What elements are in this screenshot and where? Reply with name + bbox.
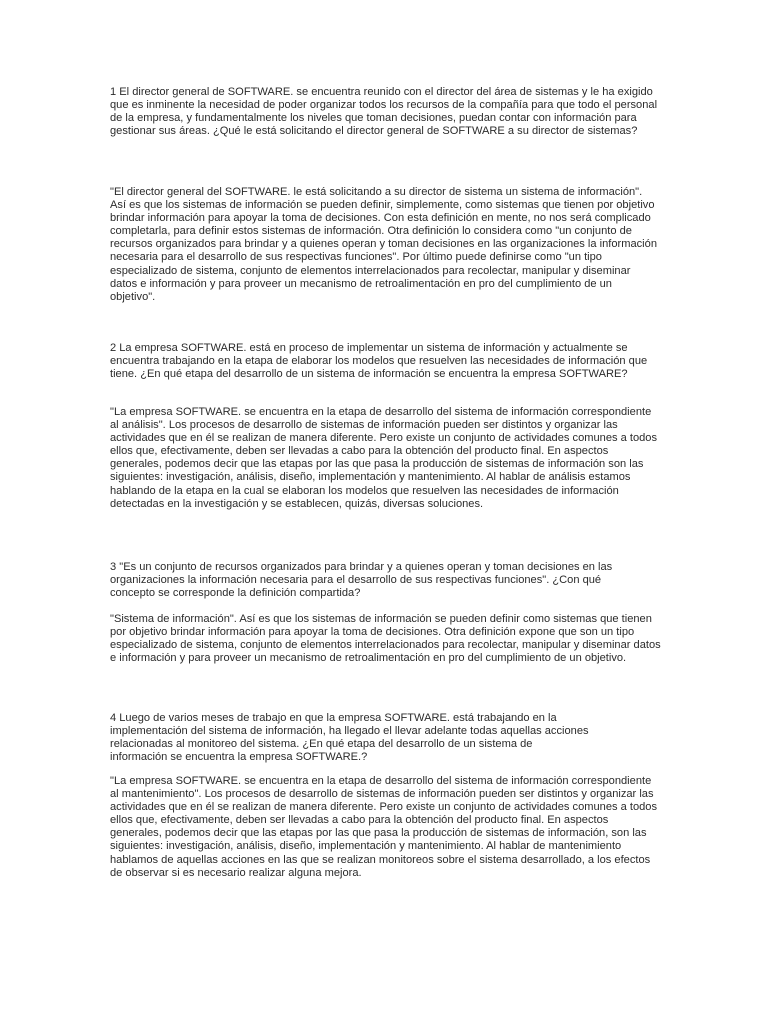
question-4: 4 Luego de varios meses de trabajo en que la empresa SOFTWARE. está trabajando en la implementación del sistema de información, ha llegado el llevar adelante todas aquellas acciones relacionadas al monitoreo del sistema. ¿En qué etapa del desarrollo de un sistema de información se encuentra la empresa SOFTWARE.? xyxy=(110,712,589,764)
question-3: 3 "Es un conjunto de recursos organizados para brindar y a quienes operan y toman decisiones en las organizaciones la información necesaria para el desarrollo de sus respectivas funciones". ¿Con qué concepto se corresponde la definición compartida? xyxy=(110,561,613,600)
answer-3: "Sistema de información". Así es que los sistemas de información se pueden definir como sistemas que tienen por objetivo brindar información para apoyar la toma de decisiones. Otra definición expone que son un tipo especializado de sistema, conjunto de elementos interrelacionados para recolectar, manipular y diseminar datos e información y para proveer un mecanismo de retroalimentación en pro del cumplimiento de un objetivo. xyxy=(110,613,661,665)
question-1: 1 El director general de SOFTWARE. se encuentra reunido con el director del área de sistemas y le ha exigido que es inminente la necesidad de poder organizar todos los recursos de la compañía para que todo el personal de la empresa, y fundamentalmente los niveles que toman decisiones, puedan contar con información para gestionar sus áreas. ¿Qué le está solicitando el director general de SOFTWARE a su director de sistemas? xyxy=(110,86,658,138)
answer-2: "La empresa SOFTWARE. se encuentra en la etapa de desarrollo del sistema de información correspondiente al análisis". Los procesos de desarrollo de sistemas de información pueden ser distintos y organizar las actividades que en él se realizan de manera diferente. Pero existe un conjunto de actividades comunes a todos ellos que, efectivamente, deben ser llevadas a cabo para la obtención del producto final. En aspectos generales, podemos decir que las etapas por las que pasa la producción de sistemas de información son las siguientes: investigación, análisis, diseño, implementación y mantenimiento. Al hablar de análisis estamos hablando de la etapa en la cual se elaboran los modelos que resuelven las necesidades de información detectadas en la investigación y se establecen, quizás, diversas soluciones. xyxy=(110,406,658,510)
answer-1: "El director general del SOFTWARE. le está solicitando a su director de sistema un sistema de información". Así es que los sistemas de información se pueden definir, simplemente, como sistemas que tienen por objetivo brindar información para apoyar la toma de decisiones. Con esta definición en mente, no nos será complicado completarla, para definir estos sistemas de información. Otra definición lo considera como "un conjunto de recursos organizados para brindar y a quienes operan y toman decisiones en las organizaciones la información necesaria para el desarrollo de sus respectivas funciones". Por último puede definirse como "un tipo especializado de sistema, conjunto de elementos interrelacionados para recolectar, manipular y diseminar datos e información y para proveer un mecanismo de retroalimentación en pro del cumplimiento de un objetivo". xyxy=(110,186,657,303)
question-2: 2 La empresa SOFTWARE. está en proceso de implementar un sistema de información y actualmente se encuentra trabajando en la etapa de elaborar los modelos que resuelven las necesidades de información que tiene. ¿En qué etapa del desarrollo de un sistema de información se encuentra la empresa SOFTWARE? xyxy=(110,342,648,381)
answer-4: "La empresa SOFTWARE. se encuentra en la etapa de desarrollo del sistema de información correspondiente al mantenimiento". Los procesos de desarrollo de sistemas de información pueden ser distintos y organizar las actividades que en él se realizan de manera diferente. Pero existe un conjunto de actividades comunes a todos ellos que, efectivamente, deben ser llevadas a cabo para la obtención del producto final. En aspectos generales, podemos decir que las etapas por las que pasa la producción de sistemas de información, son las siguientes: investigación, análisis, diseño, implementación y mantenimiento. Al hablar de mantenimiento hablamos de aquellas acciones en las que se realizan monitoreos sobre el sistema desarrollado, a los efectos de observar si es necesario realizar alguna mejora. xyxy=(110,775,658,879)
